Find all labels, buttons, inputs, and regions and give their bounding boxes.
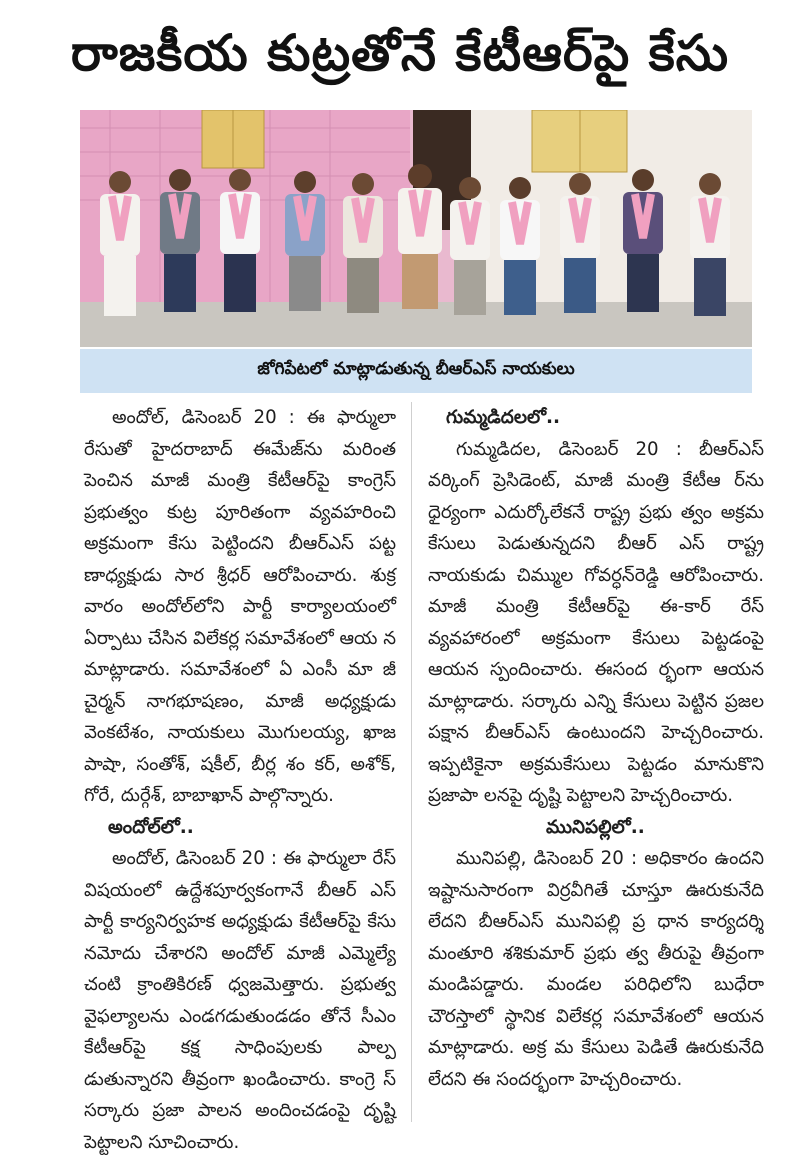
right-column: [428, 402, 764, 1095]
right-paragraph-2: మునిపల్లి, డిసెంబర్ 20 : అధికారం ఉందని ఇష్టానుసారంగా విర్రవీగితే చూస్తూ ఊరుకునేది లేదని బీఆర్ఎస్ మునిపల్లి ప్ర ధాన కార్యదర్శి మంతూరి శశికుమార్ ప్రభు త్వ తీరుపై తీవ్రంగా మండిపడ్డారు. మండల పరిధిలోని బుధేరా చౌరస్తాలో స్థానిక విలేకర్ల సమావేశంలో ఆయన మాట్లాడారు. అక్ర మ కేసులు పెడితే ఊరుకునేది లేదని ఈ సందర్భంగా హెచ్చరించారు.: [428, 848, 764, 1090]
right-paragraph-1: గుమ్మడిదల, డిసెంబర్ 20 : బీఆర్ఎస్ వర్కింగ్ ప్రెసిడెంట్, మాజీ మంత్రి కేటీఆ ర్‌ను ధైర్యంగా ఎదుర్కోలేకనే రాష్ట్ర ప్రభు త్వం అక్రమ కేసులు పెడుతున్నదని బీఆర్ ఎస్ రాష్ట్ర నాయకుడు చిమ్ముల గోవర్ధన్‌రెడ్డి ఆరోపించారు. మాజీ మంత్రి కేటీఆర్‌పై ఈ-కార్ రేస్ వ్యవహారంలో అక్రమంగా కేసులు పెట్టడంపై ఆయన స్పందించారు. ఈసంద ర్భంగా ఆయన మాట్లాడారు. సర్కారు ఎన్ని కేసులు పెట్టిన ప్రజల పక్షాన బీఆర్ఎస్ ఉంటుందని హెచ్చరించారు. ఇప్పటికైనా అక్రమకేసులు పెట్టడం మానుకొని ప్రజాపా లనపై దృష్టి పెట్టాలని హెచ్చరించారు.: [428, 438, 764, 806]
left-subhead: అందోల్‌లో..: [108, 816, 194, 838]
column-divider: [411, 402, 412, 1122]
headline: రాజకీయ కుట్రతోనే కేటీఆర్‌పై కేసు: [70, 24, 730, 82]
right-subhead-2: మునిపల్లిలో..: [546, 816, 645, 838]
group-photo-image: [80, 110, 752, 347]
left-paragraph-1: అందోల్, డిసెంబర్ 20 : ఈ ఫార్ములా రేసుతో హైదరాబాద్ ఈమేజ్‌ను మరింత పెంచిన మాజీ మంత్రి కేటీఆర్‌పై కాంగ్రెస్ ప్రభుత్వం కుట్ర పూరితంగా వ్యవహరించి అక్రమంగా కేసు పెట్టిందని బీఆర్ఎస్ పట్ట ణాధ్యక్షుడు సార శ్రీధర్ ఆరోపించారు. శుక్ర వారం అందోల్‌లోని పార్టీ కార్యాలయంలో ఏర్పాటు చేసిన విలేకర్ల సమావేశంలో ఆయ న మాట్లాడారు. సమావేశంలో ఏ ఎంసీ మా జీ చైర్మన్ నాగభూషణం, మాజీ అధ్యక్షుడు వెంకటేశం, నాయకులు మొగులయ్య, ఖాజ పాషా, సంతోశ్, షకీల్, బీర్ల శం కర్, అశోక్, గోరే, దుర్గేశ్, బాబాఖాన్ పాల్గొన్నారు.: [84, 407, 396, 806]
left-paragraph-2: అందోల్, డిసెంబర్ 20 : ఈ ఫార్ములా రేస్ విషయంలో ఉద్దేశపూర్వకంగానే బీఆర్ ఎస్ పార్టీ కార్యనిర్వహక అధ్యక్షుడు కేటీఆర్‌పై కేసు నమోదు చేశారని అందోల్ మాజీ ఎమ్మెల్యే చంటి క్రాంతికిరణ్ ధ్వజమెత్తారు. ప్రభుత్వ వైఫల్యాలను ఎండగడుతుండడం తోనే సీఎం కేటీఆర్‌పై కక్ష సాధింపులకు పాల్ప డుతున్నారని తీవ్రంగా ఖండించారు. కాంగ్రె స్ సర్కారు ప్రజా పాలన అందించడంపై దృష్టి పెట్టాలని సూచించారు.: [84, 848, 396, 1153]
left-column: [84, 402, 396, 1158]
photo-caption: జోగిపేటలో మాట్లాడుతున్న బీఆర్‌ఎస్ నాయకులు: [257, 359, 575, 379]
photo-caption-bar: [80, 349, 752, 393]
news-photo: [80, 110, 752, 347]
right-subhead-1: గుమ్మడిదలలో..: [446, 407, 561, 428]
